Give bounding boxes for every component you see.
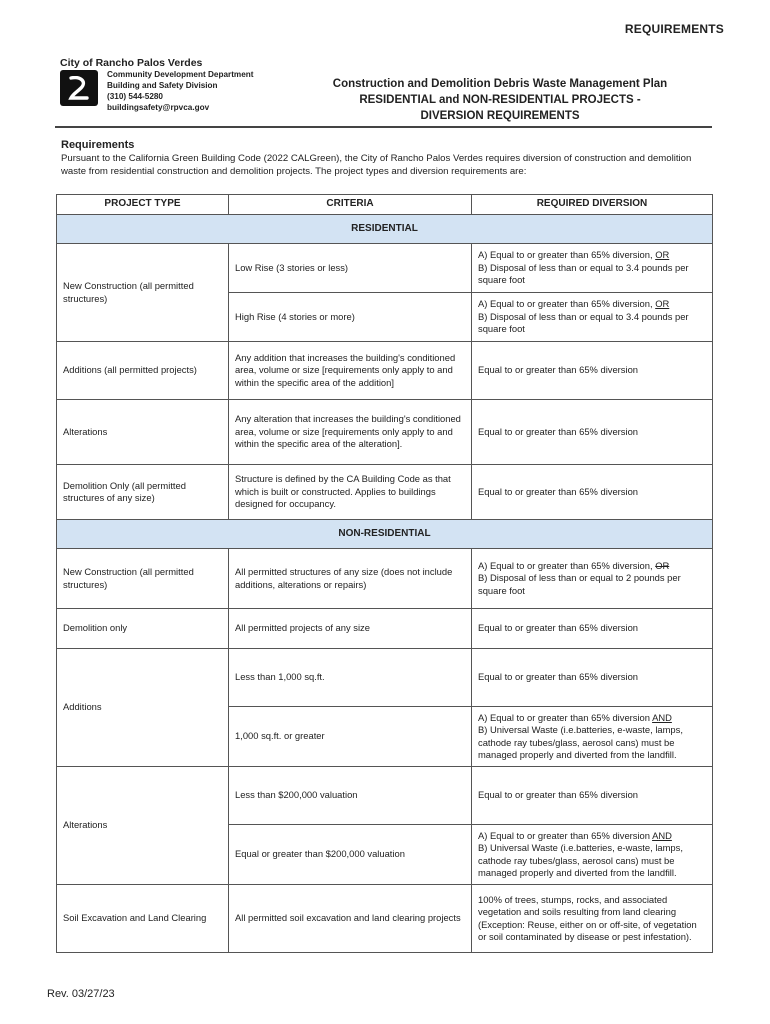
diversion-cell xyxy=(472,825,713,885)
diversion-cell: Equal to or greater than 65% diversion xyxy=(472,342,713,400)
requirements-heading: Requirements xyxy=(61,139,135,151)
criteria-cell: All permitted soil excavation and land clearing projects xyxy=(229,885,472,953)
nonresidential-section-row xyxy=(57,520,713,549)
or-keyword: OR xyxy=(655,249,670,261)
criteria-cell: Any addition that increases the building's conditioned area, volume or size [requirements only apply to and within the specific area of the addition] xyxy=(229,342,472,400)
org-contact xyxy=(107,69,254,113)
diversion-cell: Equal to or greater than 65% diversion xyxy=(472,649,713,707)
criteria-cell: 1,000 sq.ft. or greater xyxy=(229,707,472,767)
title-line-3: DIVERSION REQUIREMENTS xyxy=(420,110,580,122)
requirements-text: Pursuant to the California Green Building Code (2022 CALGreen), the City of Rancho Palos Verdes requires diversion of construction and demolition waste from residential construction and demolition projects. The project types and diversion requirements are: xyxy=(61,153,692,177)
table-row xyxy=(57,244,713,293)
table-row xyxy=(57,400,713,465)
diversion-cell xyxy=(472,244,713,293)
table-row xyxy=(57,649,713,707)
option-a-text: A) Equal to or greater than 65% diversion xyxy=(478,829,650,841)
criteria-cell: Low Rise (3 stories or less) xyxy=(229,244,472,293)
header-divider xyxy=(55,126,712,128)
revision-date: Rev. 03/27/23 xyxy=(47,988,115,1000)
table-row xyxy=(57,767,713,825)
option-b-text: B) Universal Waste (i.e.batteries, e-waste, lamps, cathode ray tubes/glass, aerosol cans) must be managed properly and diverted from the landfill. xyxy=(478,724,683,760)
project-type-cell: Demolition Only (all permitted structures of any size) xyxy=(57,465,229,520)
diversion-cell xyxy=(472,549,713,609)
option-b-text: B) Disposal of less than or equal to 2 pounds per square foot xyxy=(478,572,681,596)
diversion-cell xyxy=(472,707,713,767)
project-type-cell: Additions (all permitted projects) xyxy=(57,342,229,400)
option-a-text: A) Equal to or greater than 65% diversion, xyxy=(478,249,653,261)
criteria-cell: Less than $200,000 valuation xyxy=(229,767,472,825)
phone-number: (310) 544-5280 xyxy=(107,92,163,101)
option-a-text: A) Equal to or greater than 65% diversion, xyxy=(478,559,653,571)
option-a-text: A) Equal to or greater than 65% diversion, xyxy=(478,298,653,310)
diversion-requirements-table xyxy=(56,194,713,953)
criteria-cell: Structure is defined by the CA Building Code as that which is built or constructed. Applies to buildings designed for occupancy. xyxy=(229,465,472,520)
table-row xyxy=(57,885,713,953)
diversion-cell: Equal to or greater than 65% diversion xyxy=(472,465,713,520)
division-name: Building and Safety Division xyxy=(107,81,218,90)
nonresidential-label: NON-RESIDENTIAL xyxy=(57,520,713,549)
diversion-cell: Equal to or greater than 65% diversion xyxy=(472,767,713,825)
and-keyword: AND xyxy=(652,829,672,841)
header-required-diversion: REQUIRED DIVERSION xyxy=(472,195,713,215)
diversion-cell xyxy=(472,293,713,342)
diversion-cell: Equal to or greater than 65% diversion xyxy=(472,400,713,465)
header-criteria: CRITERIA xyxy=(229,195,472,215)
title-line-1: Construction and Demolition Debris Waste Management Plan xyxy=(332,78,668,90)
option-b-text: B) Universal Waste (i.e.batteries, e-waste, lamps, cathode ray tubes/glass, aerosol cans) must be managed properly and diverted from the landfill. xyxy=(478,842,683,878)
option-a-text: A) Equal to or greater than 65% diversion xyxy=(478,711,650,723)
header-project-type: PROJECT TYPE xyxy=(57,195,229,215)
project-type-cell: Alterations xyxy=(57,767,229,885)
criteria-cell: Less than 1,000 sq.ft. xyxy=(229,649,472,707)
email-address: buildingsafety@rpvca.gov xyxy=(107,103,210,112)
or-keyword-struck: OR xyxy=(655,559,670,571)
project-type-cell: New Construction (all permitted structures) xyxy=(57,549,229,609)
residential-label: RESIDENTIAL xyxy=(57,215,713,244)
title-line-2: RESIDENTIAL and NON-RESIDENTIAL PROJECTS - xyxy=(359,94,641,106)
criteria-cell: All permitted structures of any size (does not include additions, alterations or repairs) xyxy=(229,549,472,609)
project-type-cell: New Construction (all permitted structures) xyxy=(57,244,229,342)
project-type-cell: Additions xyxy=(57,649,229,767)
city-name: City of Rancho Palos Verdes xyxy=(60,57,203,69)
diversion-cell: Equal to or greater than 65% diversion xyxy=(472,609,713,649)
table-row xyxy=(57,342,713,400)
table-row xyxy=(57,609,713,649)
criteria-cell: High Rise (4 stories or more) xyxy=(229,293,472,342)
seal-icon xyxy=(67,76,89,100)
criteria-cell: All permitted projects of any size xyxy=(229,609,472,649)
option-b-text: B) Disposal of less than or equal to 3.4 pounds per square foot xyxy=(478,310,689,335)
table-header-row xyxy=(57,195,713,215)
option-b-text: B) Disposal of less than or equal to 3.4 pounds per square foot xyxy=(478,261,689,286)
section-label: REQUIREMENTS xyxy=(624,22,724,36)
criteria-cell: Any alteration that increases the building's conditioned area, volume or size [requirements only apply to and within the specific area of the alteration]. xyxy=(229,400,472,465)
department-name: Community Development Department xyxy=(107,70,254,79)
or-keyword: OR xyxy=(655,298,670,310)
project-type-cell: Demolition only xyxy=(57,609,229,649)
city-seal-logo xyxy=(60,70,98,106)
project-type-cell: Soil Excavation and Land Clearing xyxy=(57,885,229,953)
project-type-cell: Alterations xyxy=(57,400,229,465)
residential-section-row xyxy=(57,215,713,244)
table-row xyxy=(57,549,713,609)
diversion-cell: 100% of trees, stumps, rocks, and associated vegetation and soils resulting from land clearing (Exception: Reuse, either on or off-site, of vegetation or soil contaminated by disease or pest infestation). xyxy=(472,885,713,953)
and-keyword: AND xyxy=(652,711,672,723)
plan-title xyxy=(300,76,700,124)
table-row xyxy=(57,465,713,520)
criteria-cell: Equal or greater than $200,000 valuation xyxy=(229,825,472,885)
